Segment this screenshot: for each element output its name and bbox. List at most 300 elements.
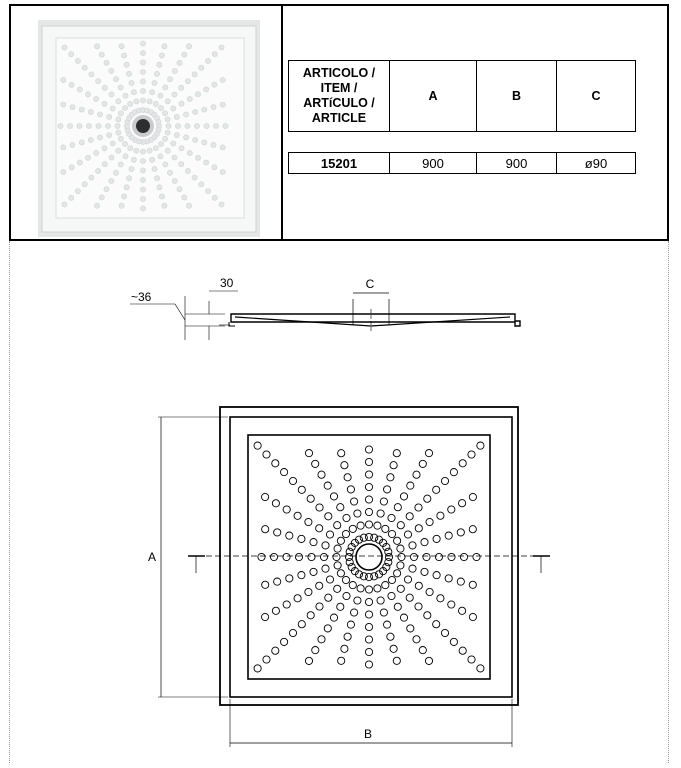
side-label-width: 30 bbox=[220, 276, 234, 290]
drain-hole bbox=[384, 621, 391, 628]
drain-hole bbox=[380, 498, 387, 505]
drain-hole bbox=[342, 530, 349, 537]
drain-hole bbox=[212, 195, 217, 200]
drain-hole bbox=[96, 168, 101, 173]
drain-hole bbox=[104, 60, 109, 65]
drain-hole bbox=[99, 52, 104, 57]
drain-hole bbox=[365, 661, 372, 668]
drain-hole bbox=[220, 102, 225, 107]
drain-hole bbox=[124, 185, 129, 190]
drain-hole bbox=[435, 553, 442, 560]
drain-hole bbox=[163, 85, 168, 90]
drain-hole bbox=[316, 603, 323, 610]
drain-hole bbox=[202, 140, 207, 145]
drain-hole bbox=[211, 105, 216, 110]
drain-hole bbox=[406, 513, 413, 520]
drain-hole bbox=[274, 578, 281, 585]
drain-hole bbox=[156, 119, 161, 124]
drain-hole bbox=[325, 513, 332, 520]
drain-hole bbox=[140, 168, 145, 173]
drain-hole bbox=[397, 522, 404, 529]
drain-hole bbox=[113, 77, 118, 82]
drain-hole bbox=[388, 530, 395, 537]
drain-hole bbox=[433, 572, 440, 579]
drain-hole bbox=[212, 52, 217, 57]
drain-hole bbox=[334, 585, 341, 592]
drain-hole bbox=[134, 148, 139, 153]
drain-hole bbox=[415, 582, 422, 589]
drain-hole bbox=[131, 90, 136, 95]
drain-hole bbox=[85, 155, 90, 160]
drain-hole bbox=[316, 525, 323, 532]
drain-hole bbox=[134, 99, 139, 104]
drain-hole bbox=[298, 535, 305, 542]
drain-hole bbox=[123, 93, 128, 98]
drain-hole bbox=[172, 92, 177, 97]
drain-hole bbox=[152, 166, 157, 171]
table-row bbox=[288, 152, 636, 174]
drain-hole bbox=[262, 526, 269, 533]
drain-hole bbox=[393, 657, 400, 664]
drain-hole bbox=[365, 483, 372, 490]
drain-hole bbox=[421, 568, 428, 575]
drain-hole bbox=[89, 72, 94, 77]
drain-hole bbox=[110, 106, 115, 111]
drain-hole bbox=[102, 85, 107, 90]
drain-hole bbox=[97, 112, 102, 117]
drain-hole bbox=[337, 504, 344, 511]
drain-hole bbox=[162, 203, 167, 208]
drain-hole bbox=[77, 87, 82, 92]
drain-hole bbox=[162, 44, 167, 49]
drain-hole bbox=[116, 117, 121, 122]
drain-hole bbox=[324, 482, 331, 489]
drain-hole bbox=[450, 638, 457, 645]
drain-hole bbox=[75, 189, 80, 194]
drain-hole bbox=[305, 588, 312, 595]
drain-hole bbox=[415, 504, 422, 511]
drain-hole bbox=[219, 202, 224, 207]
plan-label-a: A bbox=[147, 550, 157, 564]
drain-hole bbox=[365, 458, 372, 465]
drain-hole bbox=[322, 542, 329, 549]
drain-hole bbox=[58, 123, 63, 128]
drain-hole bbox=[365, 611, 372, 618]
drain-hole bbox=[445, 532, 452, 539]
drain-hole bbox=[354, 597, 361, 604]
drain-hole bbox=[119, 44, 124, 49]
drain-hole bbox=[195, 92, 200, 97]
drain-hole bbox=[424, 495, 431, 502]
drain-hole bbox=[192, 175, 197, 180]
drain-hole bbox=[459, 460, 466, 467]
drain-hole bbox=[140, 60, 145, 65]
drain-hole bbox=[457, 578, 464, 585]
drain-hole bbox=[334, 545, 341, 552]
drain-hole bbox=[343, 514, 350, 521]
drain-hole bbox=[262, 581, 269, 588]
drain-hole bbox=[206, 58, 211, 63]
drain-hole bbox=[324, 625, 331, 632]
drain-hole bbox=[118, 111, 123, 116]
drain-hole bbox=[307, 495, 314, 502]
drain-hole bbox=[262, 613, 269, 620]
drain-hole bbox=[220, 145, 225, 150]
drain-hole bbox=[206, 189, 211, 194]
drain-hole bbox=[61, 77, 66, 82]
drain-hole bbox=[67, 123, 72, 128]
drain-hole bbox=[310, 539, 317, 546]
drain-hole bbox=[140, 177, 145, 182]
side-label-tolerance: ~36 bbox=[131, 290, 152, 304]
drain-hole bbox=[365, 521, 372, 528]
drain-hole bbox=[126, 176, 131, 181]
drain-hole bbox=[425, 657, 432, 664]
drain-hole bbox=[308, 553, 315, 560]
drain-hole bbox=[185, 123, 190, 128]
drain-hole bbox=[274, 529, 281, 536]
drain-hole bbox=[174, 114, 179, 119]
drain-hole bbox=[177, 187, 182, 192]
drain-hole bbox=[165, 148, 170, 153]
drain-hole bbox=[69, 165, 74, 170]
drain-hole bbox=[88, 109, 93, 114]
drain-hole bbox=[154, 176, 159, 181]
drain-hole bbox=[330, 614, 337, 621]
drain-hole bbox=[199, 65, 204, 70]
drain-hole bbox=[113, 170, 118, 175]
drain-hole bbox=[469, 581, 476, 588]
drain-hole bbox=[338, 450, 345, 457]
drain-hole bbox=[158, 154, 163, 159]
drain-hole bbox=[82, 65, 87, 70]
drain-hole bbox=[186, 44, 191, 49]
drain-hole bbox=[382, 582, 389, 589]
drain-hole bbox=[433, 486, 440, 493]
drain-hole bbox=[185, 168, 190, 173]
drain-hole bbox=[382, 525, 389, 532]
drain-hole bbox=[86, 123, 91, 128]
drain-hole bbox=[283, 553, 290, 560]
drain-hole bbox=[419, 460, 426, 467]
drain-hole bbox=[163, 136, 168, 141]
drain-hole bbox=[140, 98, 145, 103]
drain-hole bbox=[310, 568, 317, 575]
drain-hole bbox=[272, 647, 279, 654]
drain-hole bbox=[171, 141, 176, 146]
drain-hole bbox=[77, 123, 82, 128]
drain-hole bbox=[182, 52, 187, 57]
drain-hole bbox=[469, 613, 476, 620]
drain-hole bbox=[102, 146, 107, 151]
drain-hole bbox=[281, 469, 288, 476]
drain-hole bbox=[79, 140, 84, 145]
drain-hole bbox=[357, 522, 364, 529]
drain-hole bbox=[165, 117, 170, 122]
drain-hole bbox=[154, 71, 159, 76]
drain-hole bbox=[94, 150, 99, 155]
drain-hole bbox=[177, 60, 182, 65]
drain-hole bbox=[202, 107, 207, 112]
drain-hole bbox=[344, 474, 351, 481]
drain-hole bbox=[165, 99, 170, 104]
drain-hole bbox=[109, 92, 114, 97]
drain-hole bbox=[110, 141, 115, 146]
drain-hole bbox=[433, 535, 440, 542]
drain-hole bbox=[204, 160, 209, 165]
drain-hole bbox=[365, 623, 372, 630]
drain-hole bbox=[397, 585, 404, 592]
drain-hole bbox=[122, 105, 127, 110]
drain-hole bbox=[123, 154, 128, 159]
drain-hole bbox=[473, 553, 480, 560]
drain-hole bbox=[153, 146, 158, 151]
drain-hole bbox=[69, 82, 74, 87]
drain-hole bbox=[128, 101, 133, 106]
drain-hole bbox=[409, 542, 416, 549]
drain-hole bbox=[107, 114, 112, 119]
header-b: B bbox=[477, 61, 557, 131]
drain-hole bbox=[96, 79, 101, 84]
drain-hole bbox=[109, 178, 114, 183]
drain-hole bbox=[272, 607, 279, 614]
drain-hole bbox=[354, 510, 361, 517]
drain-hole bbox=[365, 598, 372, 605]
drain-hole bbox=[147, 99, 152, 104]
drain-hole bbox=[469, 493, 476, 500]
drain-hole bbox=[371, 534, 378, 541]
drain-hole bbox=[157, 185, 162, 190]
drain-hole bbox=[338, 657, 345, 664]
drain-hole bbox=[171, 106, 176, 111]
drain-hole bbox=[289, 629, 296, 636]
drain-hole bbox=[374, 522, 381, 529]
drain-hole bbox=[387, 474, 394, 481]
drain-hole bbox=[158, 93, 163, 98]
drain-hole bbox=[128, 146, 133, 151]
drain-hole bbox=[294, 595, 301, 602]
drain-hole bbox=[318, 636, 325, 643]
drain-hole bbox=[62, 45, 67, 50]
drain-hole bbox=[140, 41, 145, 46]
drain-hole bbox=[394, 570, 401, 577]
header-article: ARTICOLO / ITEM / ARTíCULO / ARTICLE bbox=[289, 61, 390, 131]
drain-hole bbox=[344, 633, 351, 640]
drain-hole bbox=[326, 531, 333, 538]
drain-hole bbox=[262, 493, 269, 500]
drain-hole bbox=[79, 107, 84, 112]
drain-hole bbox=[289, 477, 296, 484]
drain-hole bbox=[105, 123, 110, 128]
drain-hole bbox=[469, 526, 476, 533]
drain-hole bbox=[393, 450, 400, 457]
drain-hole bbox=[406, 594, 413, 601]
drain-hole bbox=[330, 493, 337, 500]
drain-hole bbox=[450, 469, 457, 476]
drain-hole bbox=[94, 96, 99, 101]
drain-hole bbox=[365, 636, 372, 643]
drain-hole bbox=[131, 157, 136, 162]
drain-hole bbox=[109, 155, 114, 160]
drain-hole bbox=[115, 123, 120, 128]
drain-hole bbox=[409, 565, 416, 572]
drain-hole bbox=[254, 665, 261, 672]
drain-hole bbox=[394, 603, 401, 610]
drain-hole bbox=[153, 101, 158, 106]
drain-hole bbox=[457, 529, 464, 536]
side-label-c: C bbox=[365, 277, 375, 291]
drain-hole bbox=[85, 92, 90, 97]
drain-hole bbox=[165, 130, 170, 135]
drain-hole bbox=[413, 636, 420, 643]
drain-hole bbox=[159, 53, 164, 58]
drain-hole bbox=[294, 512, 301, 519]
drain-hole bbox=[174, 133, 179, 138]
drain-hole bbox=[349, 582, 356, 589]
drain-hole bbox=[281, 638, 288, 645]
drain-hole bbox=[468, 656, 475, 663]
shower-tray-photo bbox=[38, 20, 260, 237]
drawing-canvas bbox=[10, 241, 670, 763]
drain-hole bbox=[163, 111, 168, 116]
drain-hole bbox=[140, 69, 145, 74]
drain-hole bbox=[88, 137, 93, 142]
drain-hole bbox=[388, 576, 395, 583]
drain-hole bbox=[157, 62, 162, 67]
drain-hole bbox=[305, 657, 312, 664]
drain-hole bbox=[172, 178, 177, 183]
cell-b: 900 bbox=[477, 153, 557, 173]
drain-hole bbox=[397, 562, 404, 569]
drain-hole bbox=[167, 170, 172, 175]
drain-hole bbox=[426, 588, 433, 595]
drain-hole bbox=[70, 105, 75, 110]
drain-hole bbox=[167, 77, 172, 82]
drain-hole bbox=[397, 545, 404, 552]
drain-hole bbox=[119, 203, 124, 208]
drain-hole bbox=[298, 486, 305, 493]
drain-hole bbox=[357, 585, 364, 592]
plan-view bbox=[158, 407, 550, 747]
drain-hole bbox=[62, 202, 67, 207]
drain-hole bbox=[118, 136, 123, 141]
drain-hole bbox=[166, 123, 171, 128]
drain-hole bbox=[437, 512, 444, 519]
drain-hole bbox=[347, 621, 354, 628]
drain-hole bbox=[346, 548, 353, 555]
drain-hole bbox=[152, 80, 157, 85]
drain-hole bbox=[400, 493, 407, 500]
drain-hole bbox=[394, 537, 401, 544]
drain-hole bbox=[94, 44, 99, 49]
drain-hole bbox=[140, 149, 145, 154]
drain-hole bbox=[187, 150, 192, 155]
drain-hole bbox=[150, 157, 155, 162]
drain-hole bbox=[426, 518, 433, 525]
drain-hole bbox=[219, 45, 224, 50]
drain-hole bbox=[448, 553, 455, 560]
drain-hole bbox=[175, 123, 180, 128]
drain-hole bbox=[126, 71, 131, 76]
drain-hole bbox=[140, 206, 145, 211]
drain-hole bbox=[116, 148, 121, 153]
drain-hole bbox=[305, 450, 312, 457]
drain-hole bbox=[270, 553, 277, 560]
drain-hole bbox=[223, 123, 228, 128]
drain-hole bbox=[298, 621, 305, 628]
drain-hole bbox=[441, 477, 448, 484]
drain-hole bbox=[459, 500, 466, 507]
drain-hole bbox=[122, 53, 127, 58]
drain-hole bbox=[445, 575, 452, 582]
drain-hole bbox=[199, 182, 204, 187]
drain-hole bbox=[179, 85, 184, 90]
drain-hole bbox=[69, 195, 74, 200]
drain-hole bbox=[187, 96, 192, 101]
drain-hole bbox=[365, 586, 372, 593]
drain-hole bbox=[140, 50, 145, 55]
drain-hole bbox=[448, 601, 455, 608]
drain-hole bbox=[193, 109, 198, 114]
drain-hole bbox=[140, 196, 145, 201]
drain-hole bbox=[322, 565, 329, 572]
drain-hole bbox=[118, 85, 123, 90]
drain-hole bbox=[320, 553, 327, 560]
drain-hole bbox=[295, 553, 302, 560]
spec-table-header bbox=[288, 60, 636, 132]
drain-hole bbox=[286, 575, 293, 582]
drain-hole bbox=[407, 625, 414, 632]
technical-drawing bbox=[9, 241, 669, 763]
drain-hole bbox=[99, 195, 104, 200]
drain-hole bbox=[460, 553, 467, 560]
product-header bbox=[9, 4, 669, 241]
drain-hole bbox=[388, 592, 395, 599]
drain-hole bbox=[212, 82, 217, 87]
drain-hole bbox=[69, 52, 74, 57]
drain-hole bbox=[398, 553, 405, 560]
drain-hole bbox=[179, 146, 184, 151]
drain-hole bbox=[365, 648, 372, 655]
drain-hole bbox=[179, 162, 184, 167]
drain-hole bbox=[82, 182, 87, 187]
drain-hole bbox=[140, 187, 145, 192]
drain-hole bbox=[158, 105, 163, 110]
drain-hole bbox=[468, 451, 475, 458]
side-view bbox=[130, 291, 520, 340]
drain-hole bbox=[433, 621, 440, 628]
drain-hole bbox=[459, 647, 466, 654]
drain-hole bbox=[183, 112, 188, 117]
drain-hole bbox=[380, 609, 387, 616]
drain-hole bbox=[61, 169, 66, 174]
drain-hole bbox=[365, 496, 372, 503]
drain-hole bbox=[312, 647, 319, 654]
drain-hole bbox=[283, 506, 290, 513]
drain-hole bbox=[377, 597, 384, 604]
drain-hole bbox=[140, 158, 145, 163]
drain-hole bbox=[459, 607, 466, 614]
drain-hole bbox=[415, 603, 422, 610]
drain-hole bbox=[150, 90, 155, 95]
drain-hole bbox=[102, 162, 107, 167]
drain-hole bbox=[211, 142, 216, 147]
drain-hole bbox=[107, 133, 112, 138]
drain-hole bbox=[213, 123, 218, 128]
drain-hole bbox=[286, 532, 293, 539]
drain-hole bbox=[94, 203, 99, 208]
drain-hole bbox=[185, 79, 190, 84]
